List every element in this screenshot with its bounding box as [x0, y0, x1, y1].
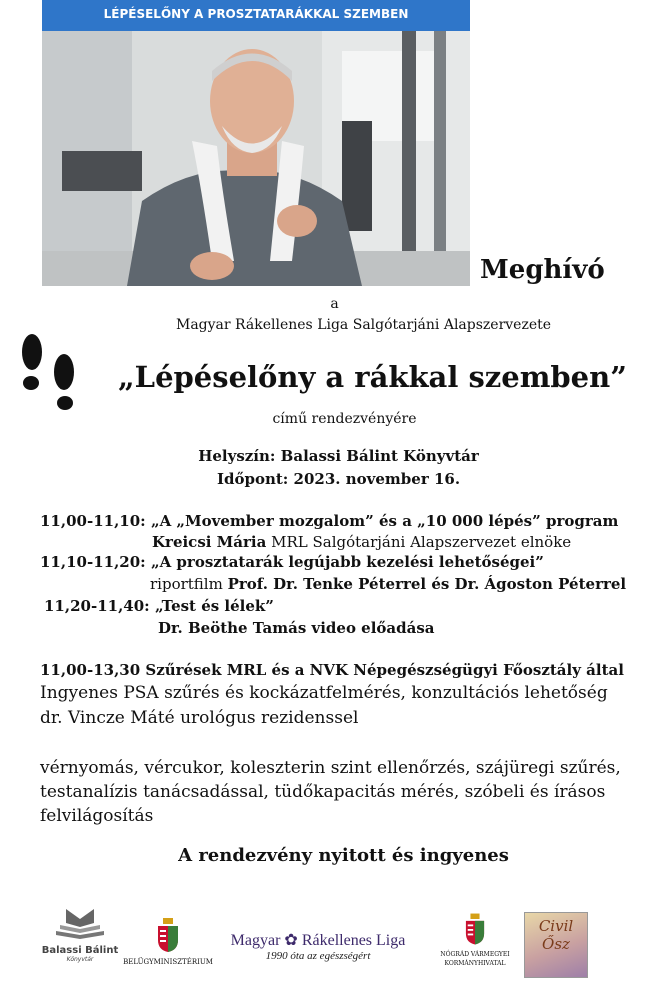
presenter-role: riportfilm: [150, 575, 223, 593]
connector-text: a: [330, 296, 339, 312]
hungarian-coat-of-arms-icon: [465, 913, 485, 945]
balassi-name: Balassi Bálint: [41, 945, 119, 956]
hungarian-coat-of-arms-icon: [157, 918, 179, 952]
presenter-name: Dr. Beöthe Tamás video előadása: [158, 619, 435, 637]
presenter-name: Kreicsi Mária: [152, 533, 267, 551]
program-presenter-2: [150, 575, 626, 593]
balassi-sub: Könyvtár: [66, 956, 94, 963]
program-time: 11,00-11,10:: [40, 512, 146, 530]
header-photo: [42, 0, 470, 286]
program-item-3: [44, 597, 274, 615]
program-title: „Test és lélek”: [154, 597, 274, 615]
mrl-tagline: 1990 óta az egészségért: [265, 950, 371, 962]
civil-line-2: Ősz: [542, 935, 570, 953]
mrl-name: Magyar ✿ Rákellenes Liga: [230, 932, 406, 949]
ministry-logo: [120, 918, 216, 966]
screening-line-2: dr. Vincze Máté urológus rezidenssel: [40, 708, 359, 728]
program-item-1: [40, 512, 618, 530]
program-title: „A prosztatarák legújabb kezelési lehetőségei”: [150, 553, 544, 571]
screening-heading: 11,00-13,30 Szűrések MRL és a NVK Népegészségügyi Főosztály által: [40, 661, 624, 679]
footprints-icon: [14, 330, 84, 420]
nograd-office-logo: [430, 913, 520, 967]
photo-banner: LÉPÉSELŐNY A PROSZTATARÁKKAL SZEMBEN: [42, 0, 470, 31]
event-title: „Lépéselőny a rákkal szemben”: [118, 360, 627, 394]
book-stack-icon: [52, 905, 108, 939]
program-presenter-1: [152, 533, 571, 551]
senior-man-gym-photo-icon: [42, 31, 470, 286]
program-time: 11,20-11,40:: [44, 597, 150, 615]
program-time: 11,10-11,20:: [40, 553, 146, 571]
invitation-title: Meghívó: [480, 255, 605, 285]
balassi-library-logo: [40, 905, 120, 963]
organizer-name: Magyar Rákellenes Liga Salgótarjáni Alapszervezete: [176, 317, 552, 333]
nograd-line-1: NÓGRÁD VÁRMEGYEI: [440, 951, 510, 958]
program-presenter-3: [158, 619, 435, 637]
civil-line-1: Civil: [538, 917, 574, 935]
civil-osz-logo: [524, 912, 588, 978]
screening-list-1: vérnyomás, vércukor, koleszterin szint ellenőrzés, szájüregi szűrés,: [40, 758, 621, 778]
nograd-line-2: KORMÁNYHIVATAL: [444, 960, 506, 967]
screening-line-1: Ingyenes PSA szűrés és kockázatfelmérés, konzultációs lehetőség: [40, 683, 608, 703]
closing-statement: A rendezvény nyitott és ingyenes: [178, 845, 509, 866]
presenter-name: Prof. Dr. Tenke Péterrel és Dr. Ágoston Péterrel: [227, 575, 627, 593]
ministry-name: BELÜGYMINISZTÉRIUM: [123, 958, 213, 966]
screening-list-3: felvilágosítás: [40, 806, 154, 826]
presenter-role: MRL Salgótarjáni Alapszervezet elnöke: [271, 533, 572, 551]
venue: Helyszín: Balassi Bálint Könyvtár: [198, 447, 479, 465]
program-title: „A „Movember mozgalom” és a „10 000 lépés” program: [150, 512, 619, 530]
mrl-logo: [218, 930, 418, 962]
event-subtitle: című rendezvényére: [272, 411, 417, 427]
event-date: Időpont: 2023. november 16.: [216, 470, 461, 488]
program-item-2: [40, 553, 544, 571]
screening-list-2: testanalízis tanácsadással, tüdőkapacitás mérés, szóbeli és írásos: [40, 782, 606, 802]
